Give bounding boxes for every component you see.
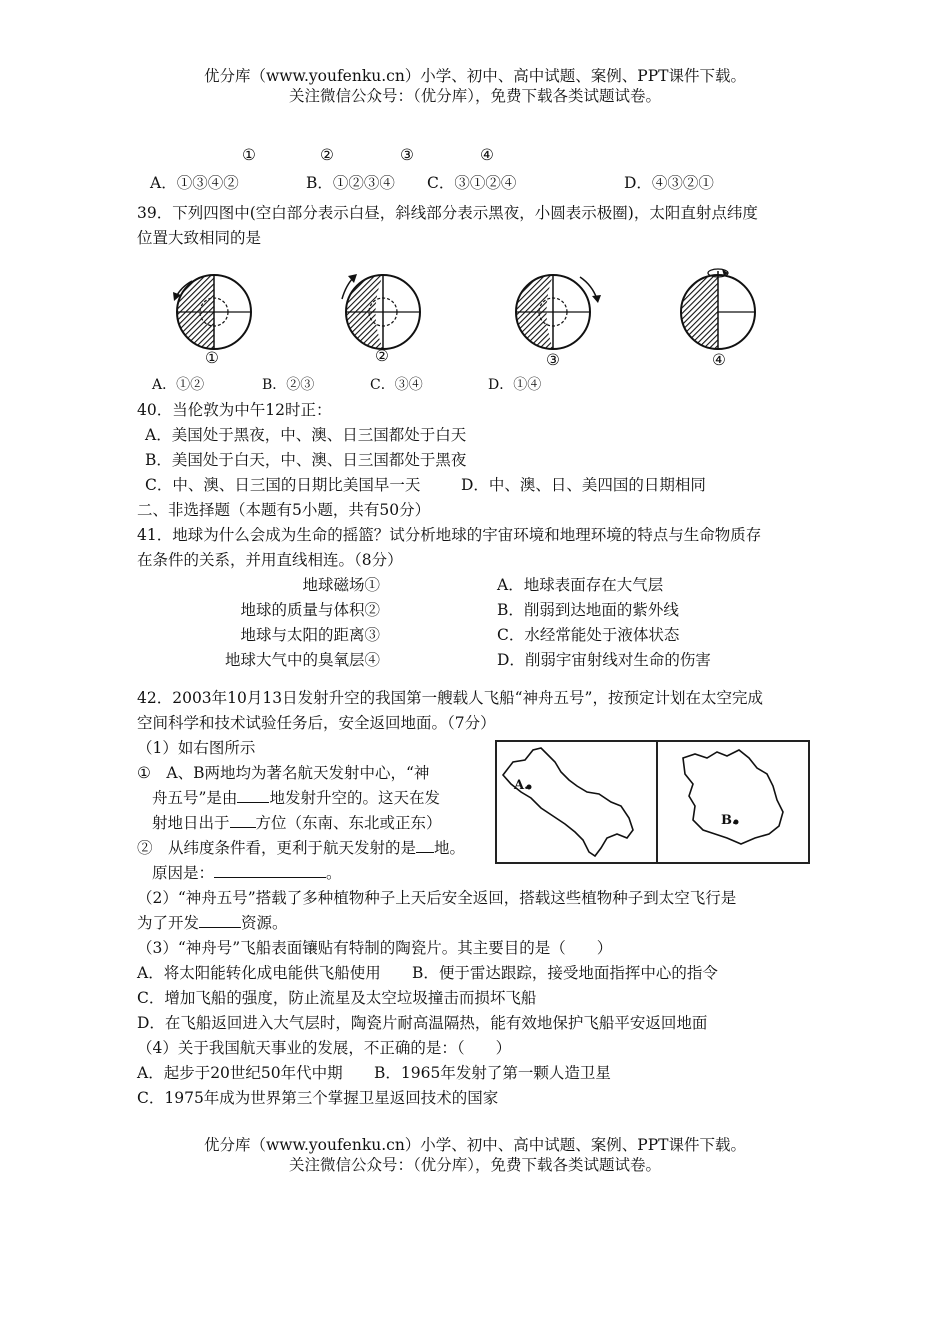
q42-part1-b-text-4: 。 — [326, 864, 342, 882]
q42-part3-stem: （3）“神舟号”飞船表面镶贴有特制的陶瓷片。其主要目的是（ ） — [137, 939, 613, 957]
q42-part1-a-text-4: 方位（东南、东北或正东） — [255, 814, 442, 832]
q42-part4-option-c: C．1975年成为世界第三个掌握卫星返回技术的国家 — [137, 1089, 499, 1107]
q42-part3-option-b: B．便于雷达跟踪，接受地面指挥中心的指令 — [412, 964, 718, 982]
reason-blank[interactable] — [214, 863, 326, 878]
q39-fig-label-2: ② — [375, 347, 389, 365]
q38-fig-label-1: ① — [242, 146, 256, 164]
q38-fig-label-3: ③ — [400, 146, 414, 164]
q38-fig-label-4: ④ — [480, 146, 494, 164]
q42-part4-option-b: B．1965年发射了第一颗人造卫星 — [374, 1064, 611, 1082]
q42-stem-line-2: 空间科学和技术试验任务后，安全返回地面。（7分） — [137, 714, 496, 732]
q40-option-b: B．美国处于白天，中、澳、日三国都处于黑夜 — [145, 451, 467, 469]
header-line-2: 关注微信公众号：（优分库），免费下载各类试题试卷。 — [288, 87, 661, 105]
launch-site-blank[interactable] — [237, 788, 269, 803]
footer-line-2: 关注微信公众号：（优分库），免费下载各类试题试卷。 — [288, 1156, 661, 1174]
q42-part1-b-text-2: 地。 — [434, 839, 466, 857]
q41-left-item-3: 地球与太阳的距离③ — [240, 626, 380, 644]
q40-option-d: D．中、澳、日、美四国的日期相同 — [461, 476, 706, 494]
q42-part2-line-1: （2）“神舟五号”搭载了多种植物种子上天后安全返回，搭载这些植物种子到太空飞行是 — [137, 889, 737, 907]
q42-part1-b-text-1: ② 从纬度条件看，更利于航天发射的是 — [137, 839, 417, 857]
q38-option-d: D．④③②① — [624, 174, 714, 192]
header-line-1: 优分库（www.youfenku.cn）小学、初中、高中试题、案例、PPT课件下载。 — [203, 67, 747, 85]
q39-fig-label-4: ④ — [712, 351, 726, 369]
globe-diagram-2 — [342, 274, 420, 349]
q42-stem-line-1: 42．2003年10月13日发射升空的我国第一艘载人飞船“神舟五号”，按预定计划在太空完成 — [137, 689, 763, 707]
q42-part1-a-text-1: 舟五号”是由 — [152, 789, 238, 807]
q39-stem-line-2: 位置大致相同的是 — [137, 229, 262, 247]
q40-option-a: A．美国处于黑夜，中、澳、日三国都处于白天 — [145, 426, 467, 444]
q42-part2-text-1: 为了开发 — [137, 914, 200, 932]
q42-part1-a-line-1: ① A、B两地均为著名航天发射中心，“神 — [137, 764, 430, 782]
q42-part3-option-c: C．增加飞船的强度，防止流星及太空垃圾撞击而损坏飞船 — [137, 989, 537, 1007]
q39-globe-diagrams — [0, 265, 950, 375]
map-label-a: A. — [514, 778, 529, 793]
q41-right-item-c: C．水经常能处于液体状态 — [497, 626, 680, 644]
q39-option-d: D．①④ — [488, 377, 542, 393]
q42-part1-b-line-1 — [137, 838, 465, 858]
q42-part1-a-line-2 — [152, 788, 440, 808]
q40-option-c: C．中、澳、日三国的日期比美国早一天 — [145, 476, 421, 494]
q39-fig-label-3: ③ — [546, 351, 560, 369]
q42-part1-title: （1）如右图所示 — [137, 739, 256, 757]
q38-option-b: B．①②③④ — [306, 174, 395, 192]
q41-right-item-b: B．削弱到达地面的紫外线 — [497, 601, 679, 619]
q42-part3-option-d: D．在飞船返回进入大气层时，陶瓷片耐高温隔热，能有效地保护飞船平安返回地面 — [137, 1014, 708, 1032]
q41-left-item-2: 地球的质量与体积② — [240, 601, 380, 619]
globe-diagram-1 — [173, 275, 251, 349]
q42-part1-a-line-3 — [152, 813, 442, 833]
q42-part1-a-text-2: 地发射升空的。这天在发 — [269, 789, 440, 807]
q42-part1-a-text-3: 射地日出于 — [152, 814, 230, 832]
region-a-outline — [503, 748, 633, 856]
footer-line-1: 优分库（www.youfenku.cn）小学、初中、高中试题、案例、PPT课件下载。 — [203, 1136, 747, 1154]
resource-blank[interactable] — [199, 913, 241, 928]
q42-part1-b-line-2 — [152, 863, 342, 883]
sunrise-direction-blank[interactable] — [230, 813, 256, 828]
launch-site-maps — [495, 740, 815, 868]
q39-stem-line-1: 39．下列四图中(空白部分表示白昼，斜线部分表示黑夜，小圆表示极圈)，太阳直射点纬度 — [137, 204, 758, 222]
better-site-blank[interactable] — [416, 838, 434, 853]
q42-part2-line-2 — [137, 913, 288, 933]
q41-left-item-1: 地球磁场① — [302, 576, 380, 594]
globe-diagram-4 — [681, 269, 755, 349]
q42-part1-b-text-3: 原因是： — [152, 864, 215, 882]
globe-diagram-3 — [516, 275, 601, 349]
q40-stem: 40．当伦敦为中午12时正： — [137, 401, 332, 419]
q42-part4-option-a: A．起步于20世纪50年代中期 — [137, 1064, 343, 1082]
q42-part4-stem: （4）关于我国航天事业的发展，不正确的是：（ ） — [137, 1039, 512, 1057]
q39-option-c: C．③④ — [370, 377, 423, 393]
q41-right-item-d: D．削弱宇宙射线对生命的伤害 — [497, 651, 711, 669]
q41-right-item-a: A．地球表面存在大气层 — [497, 576, 664, 594]
q42-part2-text-2: 资源。 — [241, 914, 288, 932]
q39-fig-label-1: ① — [205, 349, 219, 367]
q38-fig-label-2: ② — [320, 146, 334, 164]
q38-option-a: A．①③④② — [150, 174, 239, 192]
q41-left-item-4: 地球大气中的臭氧层④ — [224, 651, 380, 669]
map-label-b: B. — [721, 813, 737, 828]
section-2-heading: 二、非选择题（本题有5小题，共有50分） — [137, 501, 431, 519]
q39-option-b: B．②③ — [262, 377, 315, 393]
q41-stem-line-2: 在条件的关系，并用直线相连。（8分） — [137, 551, 403, 569]
q41-stem-line-1: 41．地球为什么会成为生命的摇篮？试分析地球的宇宙环境和地理环境的特点与生命物质存 — [137, 526, 762, 544]
q39-option-a: A．①② — [152, 377, 205, 393]
q38-option-c: C．③①②④ — [427, 174, 517, 192]
q42-part3-option-a: A．将太阳能转化成电能供飞船使用 — [137, 964, 381, 982]
